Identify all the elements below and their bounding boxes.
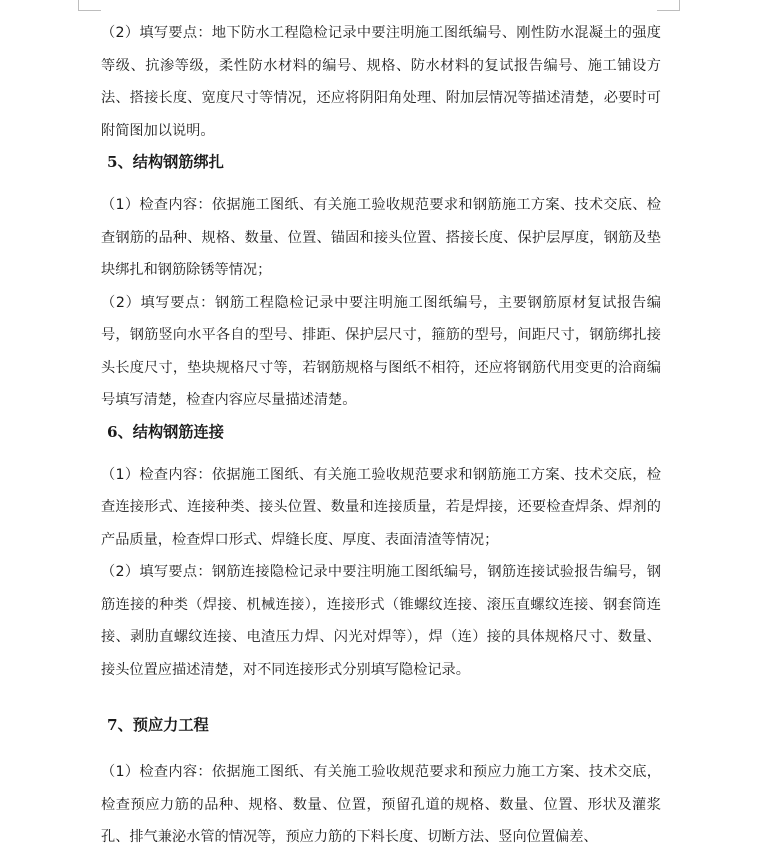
document-body [101, 17, 661, 854]
paragraph-rebar-connection-fill-points: （2）填写要点：钢筋连接隐检记录中要注明施工图纸编号，钢筋连接试验报告编号，钢筋连接的种类（焊接、机械连接），连接形式（锥螺纹连接、滚压直螺纹连接、钢套筒连接、剥肋直螺纹连接、电渣压力焊、闪光对焊等），焊（连）接的具体规格尺寸、数量、接头位置应描述清楚，对不同连接形式分别填写隐检记录。 [101, 564, 661, 678]
section-heading-prestress: 7、预应力工程 [107, 716, 209, 734]
paragraph-waterproof-fill-points: （2）填写要点：地下防水工程隐检记录中要注明施工图纸编号、刚性防水混凝土的强度等级、抗渗等级，柔性防水材料的编号、规格、防水材料的复试报告编号、施工铺设方法、搭接长度、宽度尺寸等情况，还应将阴阳角处理、附加层情况等描述清楚，必要时可附简图加以说明。 [101, 25, 661, 139]
paragraph-rebar-connection-inspection: （1）检查内容：依据施工图纸、有关施工验收规范要求和钢筋施工方案、技术交底，检查连接形式、连接种类、接头位置、数量和连接质量，若是焊接，还要检查焊条、焊剂的产品质量，检查焊口形式、焊缝长度、厚度、表面清渣等情况； [101, 466, 661, 548]
section-heading-rebar-connection: 6、结构钢筋连接 [107, 422, 224, 441]
paragraph-rebar-binding-fill-points: （2）填写要点：钢筋工程隐检记录中要注明施工图纸编号，主要钢筋原材复试报告编号，钢筋竖向水平各自的型号、排距、保护层尺寸，箍筋的型号，间距尺寸，钢筋绑扎接头长度尺寸，垫块规格尺寸等，若钢筋规格与图纸不相符，还应将钢筋代用变更的洽商编号填写清楚，检查内容应尽量描述清楚。 [101, 294, 661, 408]
crop-mark-left [78, 0, 101, 11]
section-heading-rebar-binding: 5、结构钢筋绑扎 [107, 153, 224, 171]
paragraph-prestress-inspection: （1）检查内容：依据施工图纸、有关施工验收规范要求和预应力施工方案、技术交底，检查预应力筋的品种、规格、数量、位置，预留孔道的规格、数量、位置、形状及灌浆孔、排气兼泌水管的情况等，预应力筋的下料长度、切断方法、竖向位置偏差、 [101, 764, 661, 845]
crop-mark-right [657, 0, 680, 11]
paragraph-rebar-binding-inspection: （1）检查内容：依据施工图纸、有关施工验收规范要求和钢筋施工方案、技术交底、检查钢筋的品种、规格、数量、位置、锚固和接头位置、搭接长度、保护层厚度，钢筋及垫块绑扎和钢筋除锈等情况； [101, 197, 661, 278]
